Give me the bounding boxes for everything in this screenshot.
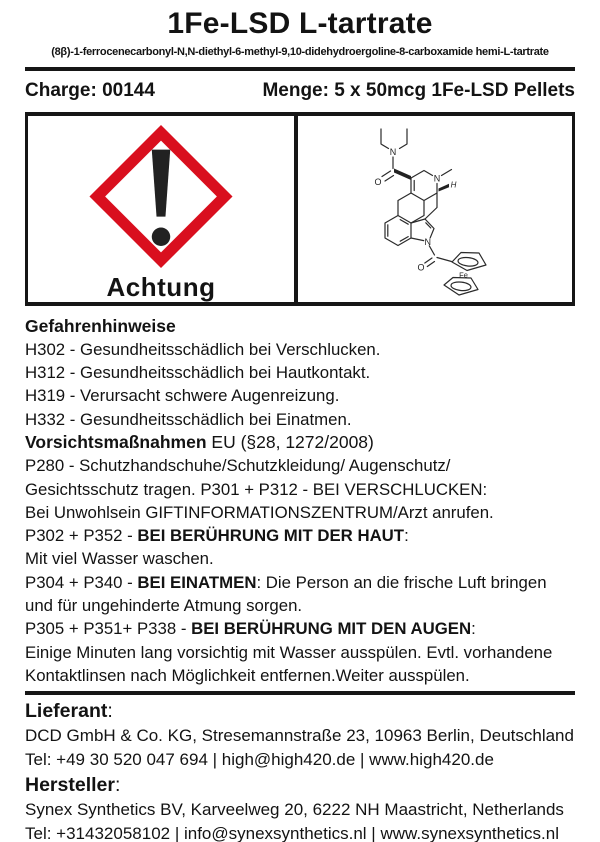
text-segment: Bei Unwohlsein GIFTINFORMATIONSZENTRUM/Arzt anrufen. bbox=[25, 502, 494, 522]
bond-lines bbox=[381, 129, 486, 295]
text-segment: Tel: +31432058102 | info@synexsynthetics.nl | www.synexsynthetics.nl bbox=[25, 823, 560, 842]
bold-text-segment: BEI BERÜHRUNG MIT DEN AUGEN bbox=[191, 619, 472, 639]
bold-text-segment: BEI BERÜHRUNG MIT DER HAUT bbox=[137, 526, 405, 546]
atom-n1: N bbox=[424, 236, 431, 247]
contact-line bbox=[25, 772, 575, 798]
chemical-structure-drawing bbox=[301, 116, 570, 302]
atom-o1: O bbox=[373, 176, 382, 187]
iupac-name: (8β)-1-ferrocenecarbonyl-N,N-diethyl-6-methyl-9,10-didehydroergoline-8-carboxamide hemi-L-tartrate bbox=[51, 46, 549, 58]
atom-n-amide: N bbox=[389, 146, 396, 157]
contact-line bbox=[25, 698, 575, 724]
hazard-line bbox=[25, 478, 575, 501]
batch-row bbox=[25, 80, 575, 102]
batch-number: Charge: 00144 bbox=[25, 79, 155, 101]
hazard-line bbox=[25, 641, 575, 664]
text-segment: H332 - Gesundheitsschädlich bei Einatmen. bbox=[25, 409, 352, 429]
text-segment: : bbox=[471, 619, 476, 639]
hazard-line bbox=[25, 524, 575, 547]
atom-n6: N bbox=[433, 173, 440, 183]
text-segment: EU (§28, 1272/2008) bbox=[206, 431, 374, 452]
atom-h: H bbox=[450, 180, 456, 189]
text-segment: Kontaktlinsen nach Möglichkeit entfernen.Weiter ausspülen. bbox=[25, 665, 470, 685]
contact-line bbox=[25, 798, 575, 822]
hazard-line bbox=[25, 664, 575, 687]
hazard-line bbox=[25, 315, 575, 338]
supplier-manufacturer-section bbox=[25, 695, 575, 842]
hazard-line bbox=[25, 384, 575, 407]
quantity: Menge: 5 x 50mcg 1Fe-LSD Pellets bbox=[262, 79, 575, 101]
hazard-line bbox=[25, 431, 575, 454]
hazard-line bbox=[25, 501, 575, 524]
hazard-line bbox=[25, 594, 575, 617]
atom-o2: O bbox=[416, 262, 425, 272]
text-segment: Einige Minuten lang vorsichtig mit Wasser ausspülen. Evtl. vorhandene bbox=[25, 642, 553, 662]
text-segment: Synex Synthetics BV, Karveelweg 20, 6222 NH Maastricht, Netherlands bbox=[25, 799, 564, 819]
exclamation-dot bbox=[152, 227, 170, 245]
signal-word: Achtung bbox=[106, 271, 216, 302]
pictogram-structure-row bbox=[25, 112, 575, 306]
text-segment: und für ungehinderte Atmung sorgen. bbox=[25, 596, 303, 616]
contact-line bbox=[25, 724, 575, 748]
text-segment: P280 - Schutzhandschuhe/Schutzkleidung/ Augenschutz/ bbox=[25, 456, 451, 476]
text-segment: H312 - Gesundheitsschädlich bei Hautkontakt. bbox=[25, 363, 371, 383]
text-segment: P302 + P352 - bbox=[25, 526, 138, 546]
hazard-line bbox=[25, 408, 575, 431]
text-segment: P304 + P340 - bbox=[25, 572, 138, 592]
text-segment: P305 + P351+ P338 - bbox=[25, 619, 192, 639]
contact-line bbox=[25, 822, 575, 842]
text-segment: : bbox=[114, 773, 121, 796]
ghs07-exclamation-mark-icon bbox=[85, 122, 237, 271]
hazard-line bbox=[25, 361, 575, 384]
text-segment: DCD GmbH & Co. KG, Stresemannstraße 23, 10963 Berlin, Deutschland bbox=[25, 725, 574, 745]
hazard-line bbox=[25, 571, 575, 594]
contact-line bbox=[25, 748, 575, 772]
divider bbox=[25, 67, 575, 71]
hazard-line bbox=[25, 547, 575, 570]
text-segment: Mit viel Wasser waschen. bbox=[25, 549, 214, 569]
bold-text-segment: Gefahrenhinweise bbox=[25, 315, 176, 336]
text-segment: H319 - Verursacht schwere Augenreizung. bbox=[25, 386, 340, 406]
bold-text-segment: Vorsichtsmaßnahmen bbox=[25, 431, 207, 452]
hazard-line bbox=[25, 617, 575, 640]
atom-fe: Fe bbox=[458, 270, 468, 279]
ghs-pictogram-box bbox=[25, 116, 298, 302]
hazard-line bbox=[25, 454, 575, 477]
bold-text-segment: Lieferant bbox=[25, 699, 108, 722]
text-segment: : Die Person an die frische Luft bringen bbox=[256, 572, 547, 592]
text-segment: Gesichtsschutz tragen. P301 + P312 - BEI VERSCHLUCKEN: bbox=[25, 479, 488, 499]
bold-text-segment: Hersteller bbox=[25, 773, 115, 796]
text-segment: : bbox=[404, 526, 409, 546]
text-segment: : bbox=[107, 699, 113, 722]
text-segment: Tel: +49 30 520 047 694 | high@high420.de | www.high420.de bbox=[25, 749, 494, 769]
structure-box bbox=[298, 116, 575, 302]
hazard-statements-section bbox=[25, 306, 575, 688]
bold-text-segment: BEI EINATMEN bbox=[137, 572, 257, 592]
product-title: 1Fe-LSD L-tartrate bbox=[167, 7, 433, 40]
text-segment: H302 - Gesundheitsschädlich bei Verschlucken. bbox=[25, 339, 381, 359]
hazard-line bbox=[25, 338, 575, 361]
